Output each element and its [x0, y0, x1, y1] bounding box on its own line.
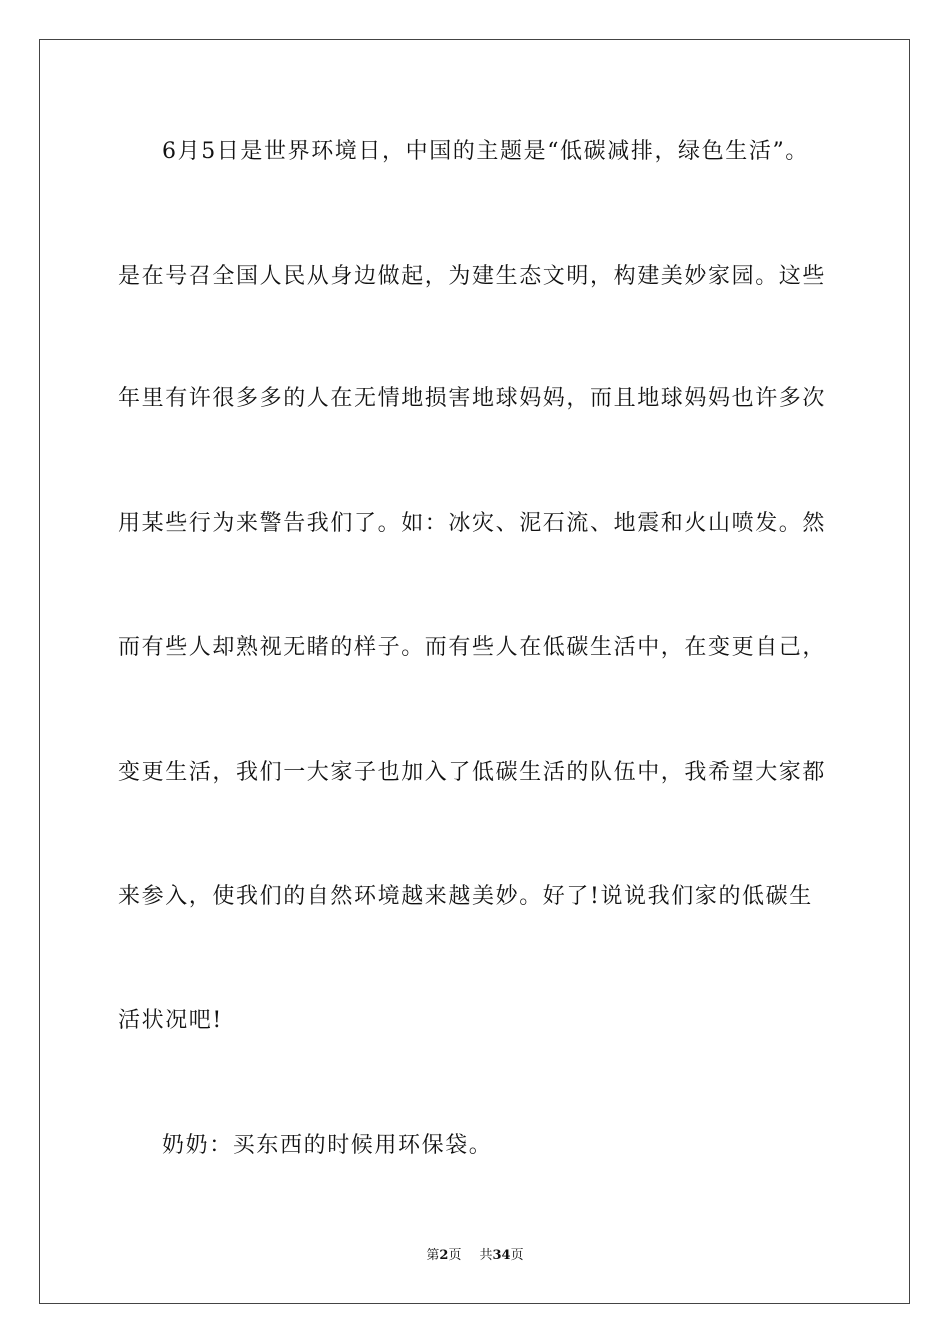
paragraph-line: 而有些人却熟视无睹的样子。而有些人在低碳生活中，在变更自己，: [118, 635, 827, 660]
page-number: 第2页: [426, 1248, 462, 1263]
paragraph-line: 活状况吧!: [118, 1008, 223, 1033]
paragraph-line: 变更生活，我们一大家子也加入了低碳生活的队伍中，我希望大家都: [118, 760, 827, 785]
page-border: [39, 39, 910, 1304]
total-pages: 共34页: [479, 1248, 524, 1263]
paragraph-line: 是在号召全国人民从身边做起，为建生态文明，构建美妙家园。这些: [118, 264, 827, 289]
paragraph-line: 用某些行为来警告我们了。如：冰灾、泥石流、地震和火山喷发。然: [118, 511, 827, 536]
page-footer: [0, 1247, 950, 1265]
paragraph-line: 6月5日是世界环境日，中国的主题是“低碳减排，绿色生活”。: [162, 139, 809, 164]
paragraph-line: 奶奶：买东西的时候用环保袋。: [162, 1133, 493, 1158]
paragraph-line: 年里有许很多多的人在无情地损害地球妈妈，而且地球妈妈也许多次: [118, 386, 827, 411]
paragraph-line: 来参入，使我们的自然环境越来越美妙。好了!说说我们家的低碳生: [118, 884, 813, 909]
